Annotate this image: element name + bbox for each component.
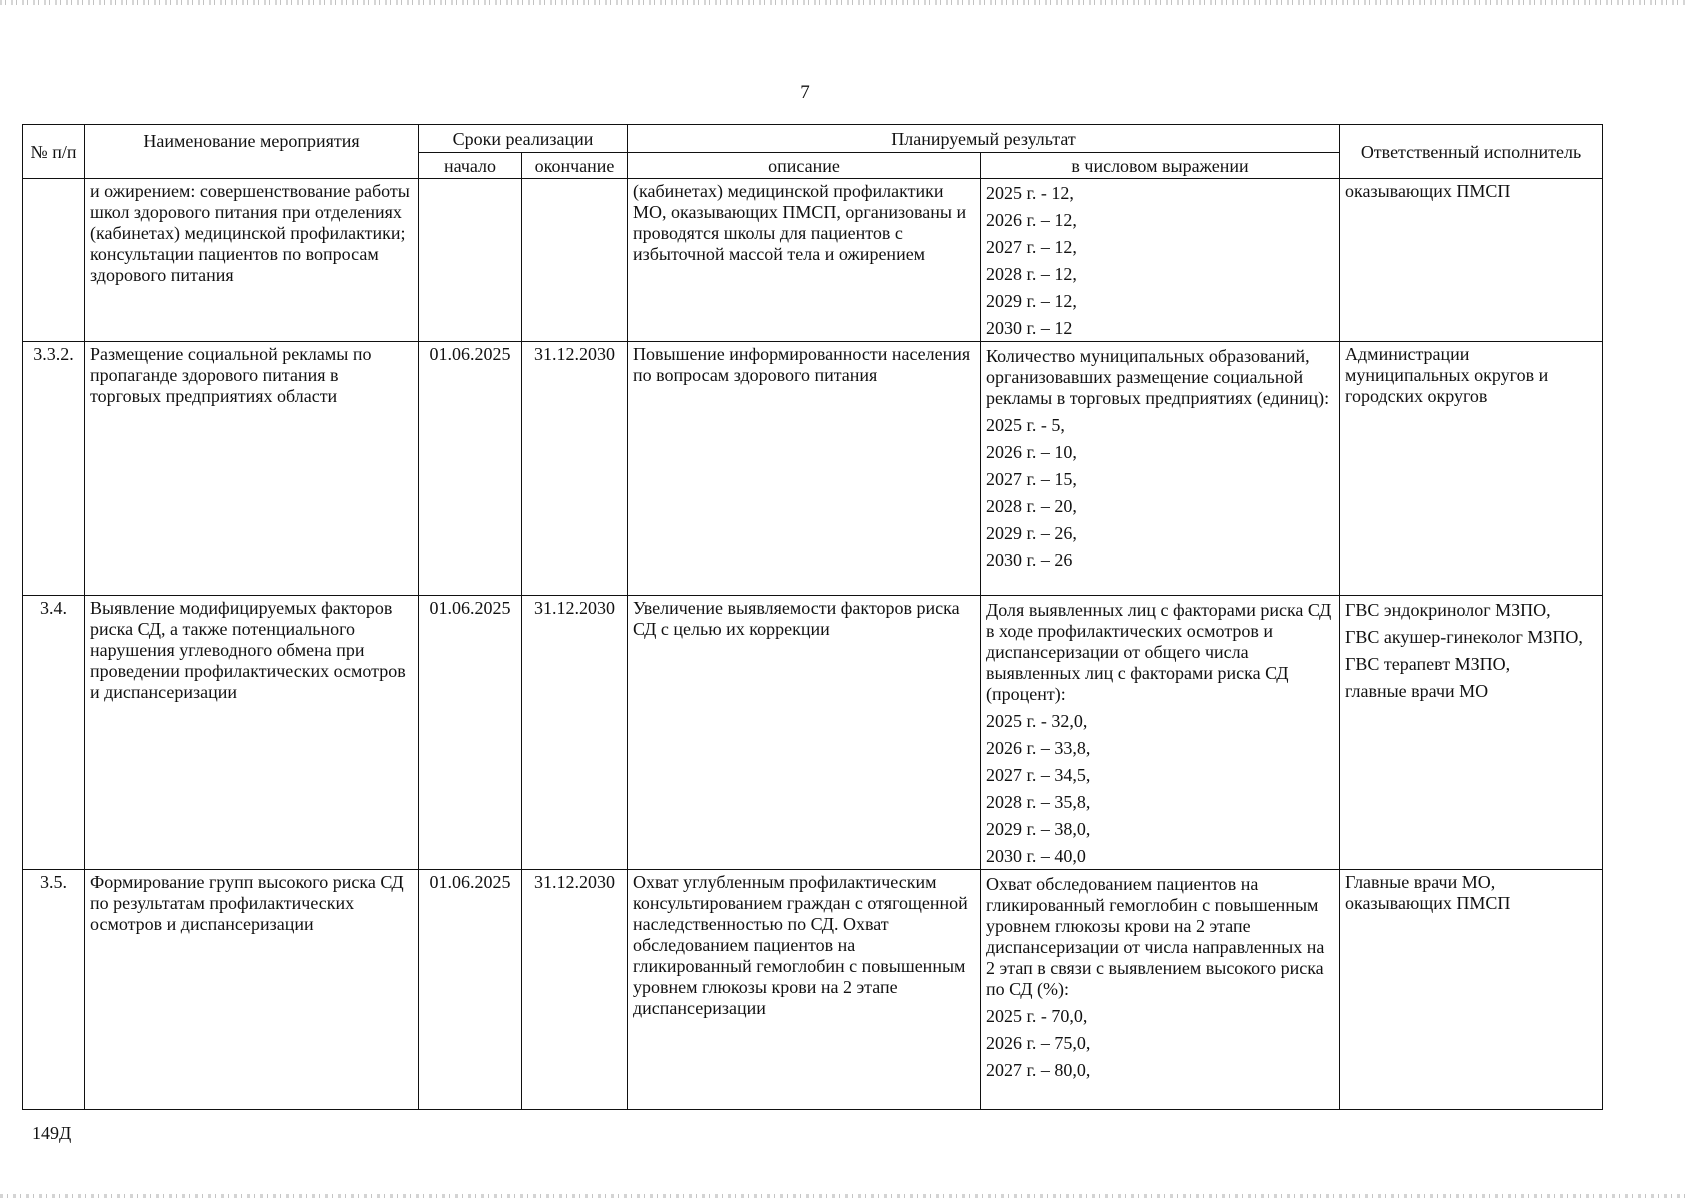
value-line: 2028 г. – 20, <box>986 496 1077 516</box>
row-numeric <box>981 870 1340 1110</box>
row-name: и ожирением: совершенствование работы школ здорового питания при отделениях (кабинетах) медицинской профилактики; консультации пациентов по вопросам здорового питания <box>85 179 419 342</box>
value-line: 2030 г. – 26 <box>986 550 1073 570</box>
row-responsible <box>1340 870 1603 1110</box>
row-start: 01.06.2025 <box>419 596 522 870</box>
value-line: 2027 г. – 12, <box>986 237 1077 257</box>
value-line: 2029 г. – 26, <box>986 523 1077 543</box>
plan-table <box>22 124 1603 1110</box>
header-result: Планируемый результат <box>628 125 1340 153</box>
value-line: 2025 г. - 70,0, <box>986 1006 1088 1026</box>
value-line: 2027 г. – 80,0, <box>986 1060 1091 1080</box>
header-description: описание <box>628 153 981 179</box>
row-numeric <box>981 596 1340 870</box>
value-line: 2030 г. – 40,0 <box>986 846 1086 866</box>
page-number: 7 <box>800 82 810 103</box>
value-line: 2026 г. – 10, <box>986 442 1077 462</box>
responsible-line: Администрации муниципальных округов и городских округов <box>1345 344 1549 406</box>
row-description: Охват углубленным профилактическим консультированием граждан с отягощенной наследственностью по СД. Охват обследованием пациентов на гликированный гемоглобин с повышенным уровнем глюкозы крови на 2 этапе диспансеризации <box>628 870 981 1110</box>
row-description: Повышение информированности населения по вопросам здорового питания <box>628 342 981 596</box>
responsible-line: ГВС эндокринолог МЗПО, <box>1345 600 1551 620</box>
scan-edge-bottom <box>0 1194 1686 1198</box>
responsible-line: ГВС терапевт МЗПО, <box>1345 654 1511 674</box>
row-num <box>23 179 85 342</box>
value-line: 2027 г. – 34,5, <box>986 765 1091 785</box>
table-row <box>23 342 1603 596</box>
row-name: Размещение социальной рекламы по пропаганде здорового питания в торговых предприятиях области <box>85 342 419 596</box>
row-name: Выявление модифицируемых факторов риска СД, а также потенциального нарушения углеводного обмена при проведении профилактических осмотров и диспансеризации <box>85 596 419 870</box>
value-line: 2028 г. – 12, <box>986 264 1077 284</box>
row-start <box>419 179 522 342</box>
row-name: Формирование групп высокого риска СД по результатам профилактических осмотров и диспансеризации <box>85 870 419 1110</box>
row-description: (кабинетах) медицинской профилактики МО, оказывающих ПМСП, организованы и проводятся школы для пациентов с избыточной массой тела и ожирением <box>628 179 981 342</box>
row-num: 3.4. <box>23 596 85 870</box>
document-code: 149Д <box>32 1123 72 1143</box>
value-line: 2025 г. - 5, <box>986 415 1065 435</box>
header-start: начало <box>419 153 522 179</box>
row-end: 31.12.2030 <box>522 342 628 596</box>
value-line: 2026 г. – 75,0, <box>986 1033 1091 1053</box>
value-line: 2025 г. - 12, <box>986 183 1074 203</box>
value-line: 2025 г. - 32,0, <box>986 711 1088 731</box>
header-name: Наименование мероприятия <box>85 125 419 179</box>
row-end: 31.12.2030 <box>522 596 628 870</box>
row-start: 01.06.2025 <box>419 870 522 1110</box>
row-num: 3.3.2. <box>23 342 85 596</box>
row-end: 31.12.2030 <box>522 870 628 1110</box>
table-row <box>23 870 1603 1110</box>
header-responsible: Ответственный исполнитель <box>1340 125 1603 179</box>
header-numeric: в числовом выражении <box>981 153 1340 179</box>
row-responsible <box>1340 342 1603 596</box>
responsible-line: главные врачи МО <box>1345 681 1489 701</box>
numeric-intro: Количество муниципальных образований, организовавших размещение социальной рекламы в торговых предприятиях (единиц): <box>986 346 1330 408</box>
row-description: Увеличение выявляемости факторов риска СД с целью их коррекции <box>628 596 981 870</box>
table-row <box>23 179 1603 342</box>
responsible-line: оказывающих ПМСП <box>1345 181 1511 201</box>
responsible-line: Главные врачи МО, оказывающих ПМСП <box>1345 872 1511 913</box>
row-num: 3.5. <box>23 870 85 1110</box>
row-end <box>522 179 628 342</box>
numeric-intro: Охват обследованием пациентов на гликированный гемоглобин с повышенным уровнем глюкозы крови на 2 этапе диспансеризации от числа направленных на 2 этап в связи с выявлением высокого риска по СД (%): <box>986 874 1325 999</box>
header-row-1 <box>23 125 1603 153</box>
row-responsible <box>1340 179 1603 342</box>
header-num: № п/п <box>23 125 85 179</box>
header-terms: Сроки реализации <box>419 125 628 153</box>
value-line: 2030 г. – 12 <box>986 318 1073 338</box>
value-line: 2029 г. – 12, <box>986 291 1077 311</box>
value-line: 2026 г. – 12, <box>986 210 1077 230</box>
row-numeric <box>981 342 1340 596</box>
value-line: 2026 г. – 33,8, <box>986 738 1091 758</box>
scan-edge-top <box>0 0 1686 5</box>
header-end: окончание <box>522 153 628 179</box>
row-numeric <box>981 179 1340 342</box>
table-row <box>23 596 1603 870</box>
value-line: 2028 г. – 35,8, <box>986 792 1091 812</box>
responsible-line: ГВС акушер-гинеколог МЗПО, <box>1345 627 1583 647</box>
value-line: 2029 г. – 38,0, <box>986 819 1091 839</box>
value-line: 2027 г. – 15, <box>986 469 1077 489</box>
row-start: 01.06.2025 <box>419 342 522 596</box>
numeric-intro: Доля выявленных лиц с факторами риска СД в ходе профилактических осмотров и диспансеризации от общего числа выявленных лиц с факторами риска СД (процент): <box>986 600 1332 704</box>
row-responsible <box>1340 596 1603 870</box>
